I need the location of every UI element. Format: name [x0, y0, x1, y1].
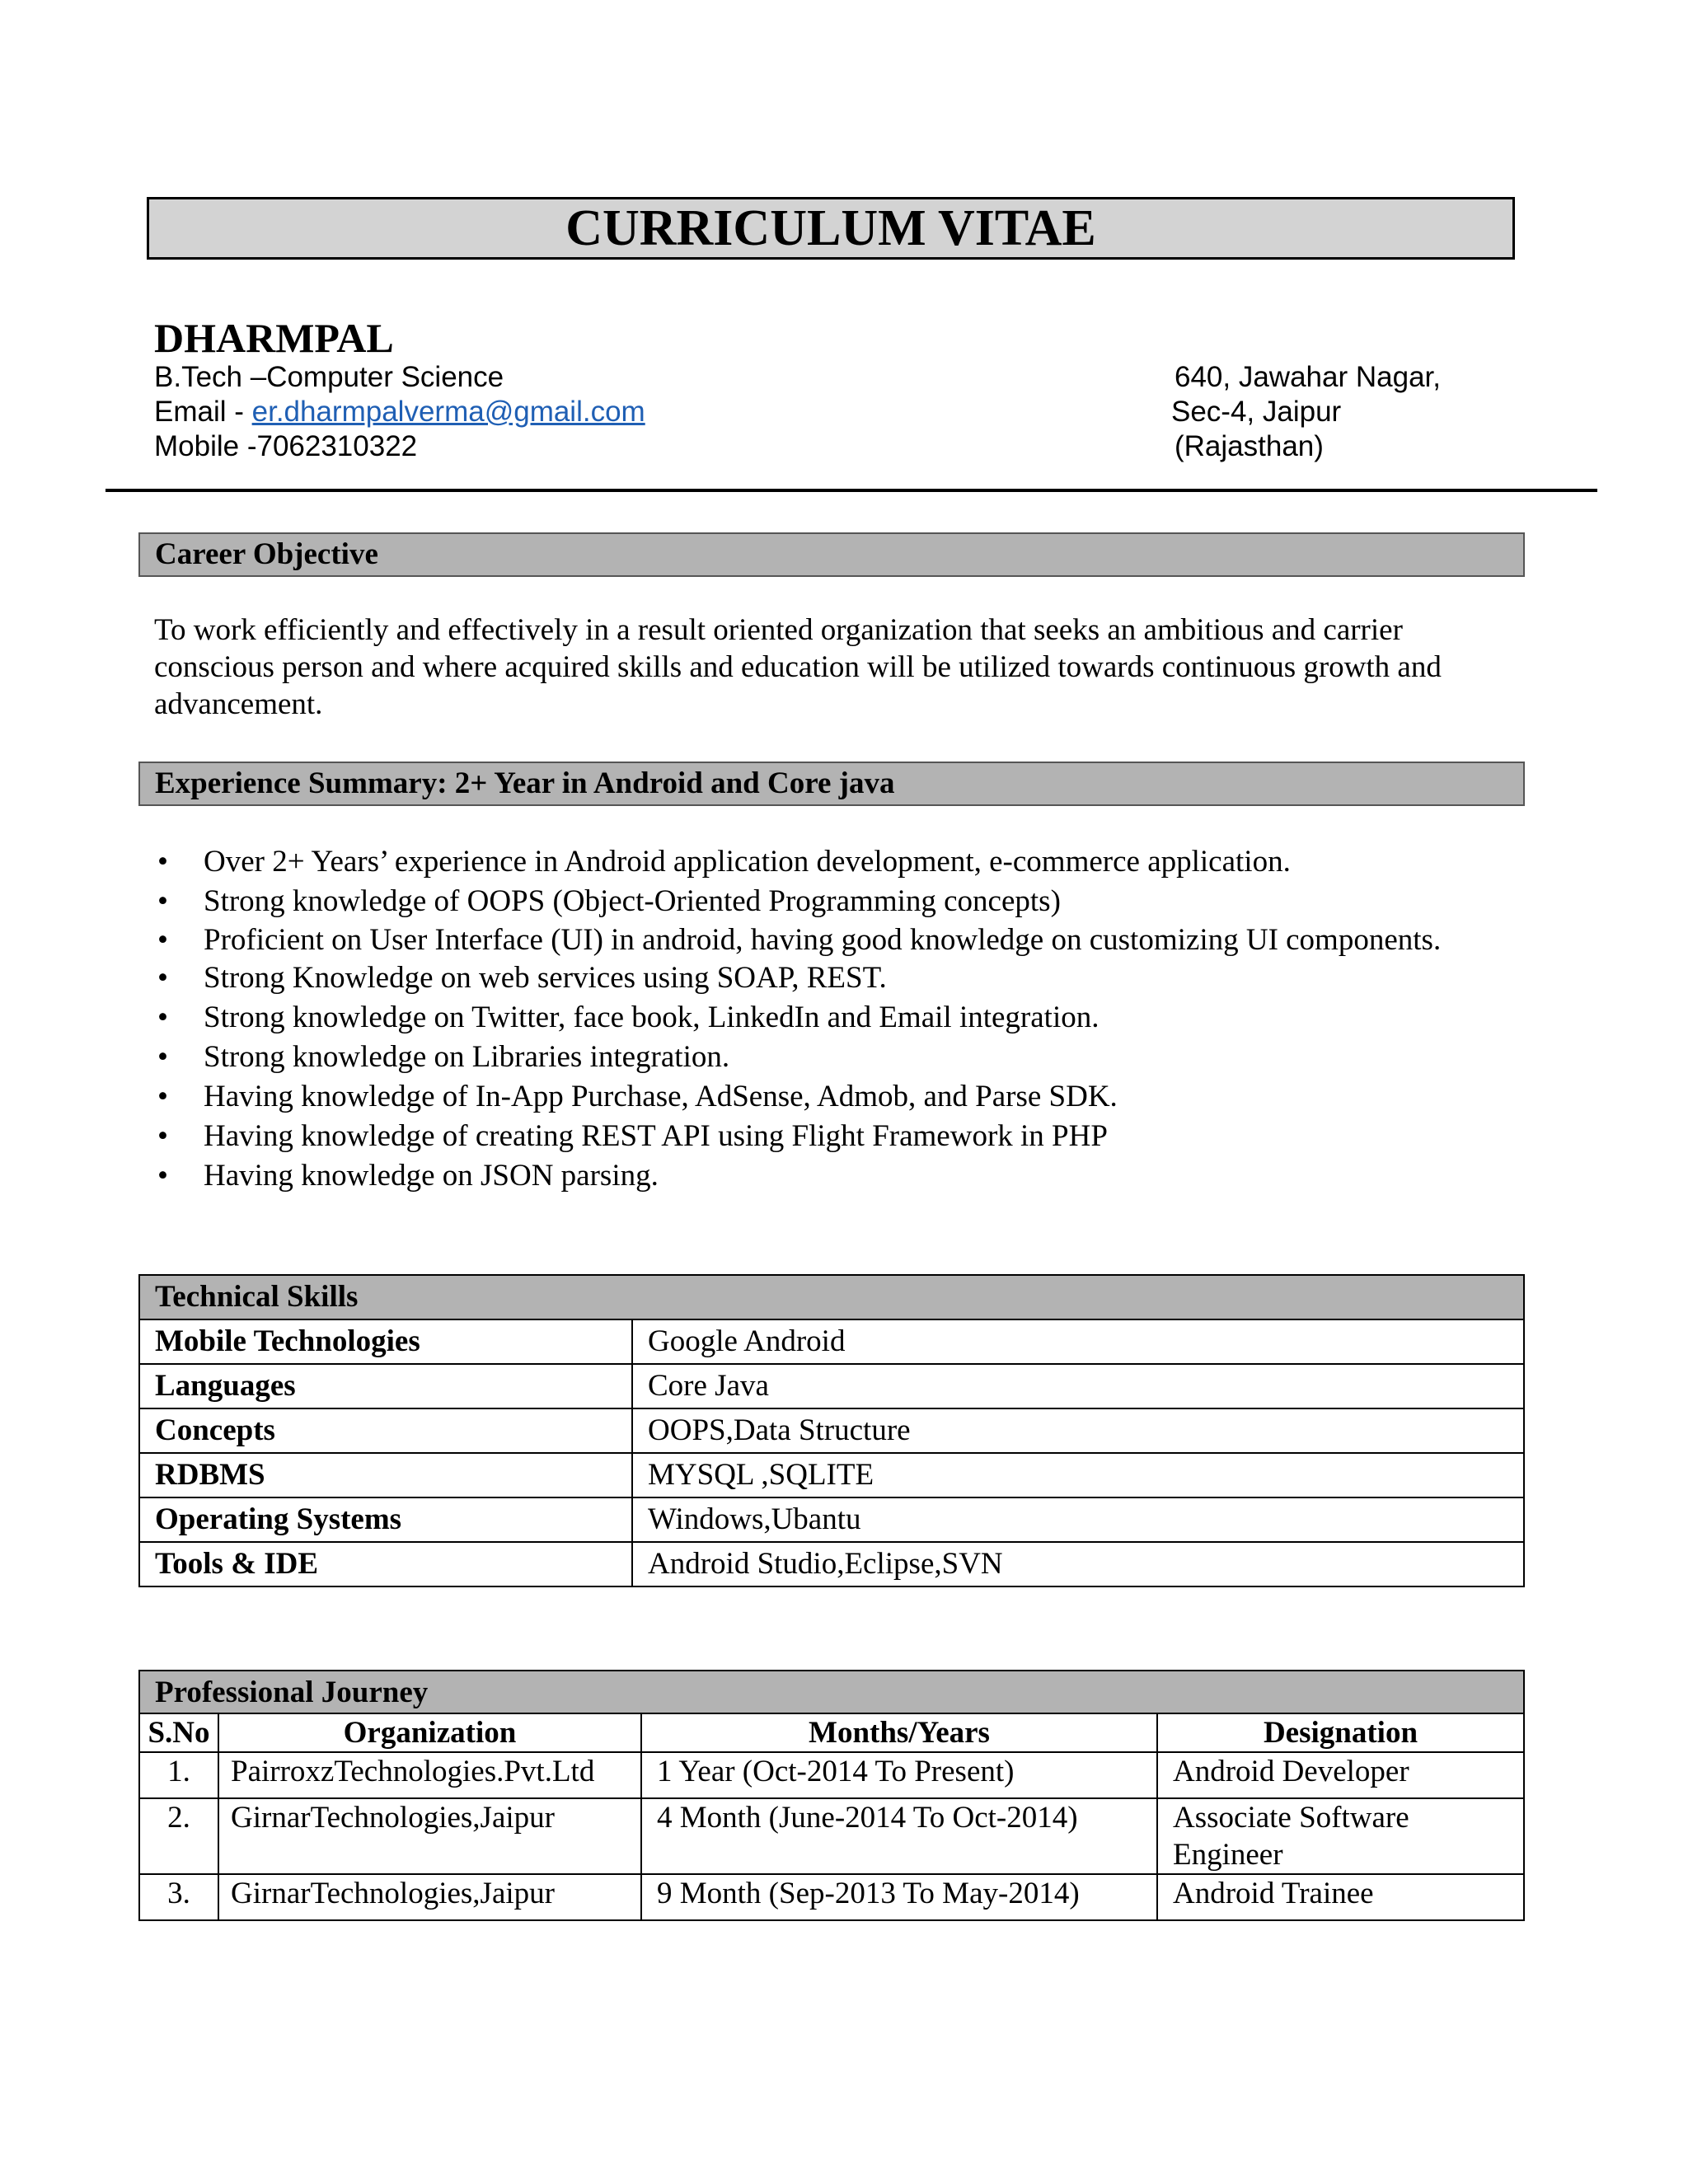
skill-category: RDBMS — [139, 1453, 632, 1497]
skill-value: Android Studio,Eclipse,SVN — [632, 1542, 1524, 1586]
skill-category: Operating Systems — [139, 1497, 632, 1542]
person-name: DHARMPAL — [154, 315, 394, 361]
table-row — [139, 1364, 1524, 1408]
experience-list — [154, 842, 1514, 1196]
table-row — [139, 1752, 1524, 1798]
row-period: 1 Year (Oct-2014 To Present) — [641, 1752, 1157, 1798]
table-row — [139, 1874, 1524, 1920]
column-headers — [139, 1713, 1524, 1752]
table-row — [139, 1319, 1524, 1364]
list-item: • Strong knowledge on Libraries integration. — [154, 1038, 1514, 1077]
row-sno: 2. — [139, 1798, 218, 1874]
professional-journey-table — [138, 1670, 1525, 1921]
table-row — [139, 1497, 1524, 1542]
table-row — [139, 1408, 1524, 1453]
skill-value: OOPS,Data Structure — [632, 1408, 1524, 1453]
address-line-2: Sec-4, Jaipur — [1171, 396, 1342, 428]
technical-skills-table — [138, 1274, 1525, 1587]
email-label: Email - — [154, 396, 252, 428]
table-row — [139, 1453, 1524, 1497]
degree: B.Tech –Computer Science — [154, 361, 504, 393]
mobile: Mobile -7062310322 — [154, 430, 418, 462]
document-title: CURRICULUM VITAE — [147, 197, 1515, 260]
technical-skills-heading: Technical Skills — [139, 1275, 1524, 1319]
list-item: • Strong knowledge on Twitter, face book, LinkedIn and Email integration. — [154, 998, 1514, 1038]
skill-category: Mobile Technologies — [139, 1319, 632, 1364]
row-designation: Android Trainee — [1157, 1874, 1524, 1920]
career-objective-heading: Career Objective — [138, 532, 1525, 577]
address-block — [1171, 360, 1441, 464]
table-row — [139, 1542, 1524, 1586]
skill-value: Windows,Ubantu — [632, 1497, 1524, 1542]
col-designation: Designation — [1157, 1713, 1524, 1752]
row-organization: GirnarTechnologies,Jaipur — [218, 1798, 641, 1874]
skill-value: Google Android — [632, 1319, 1524, 1364]
col-sno: S.No — [139, 1713, 218, 1752]
row-period: 4 Month (June-2014 To Oct-2014) — [641, 1798, 1157, 1874]
row-sno: 1. — [139, 1752, 218, 1798]
address-line-1: 640, Jawahar Nagar, — [1175, 361, 1441, 393]
list-item: • Proficient on User Interface (UI) in android, having good knowledge on customizing UI components. — [154, 921, 1514, 958]
skill-category: Tools & IDE — [139, 1542, 632, 1586]
list-item: • Over 2+ Years’ experience in Android application development, e-commerce application. — [154, 842, 1514, 882]
list-item: • Having knowledge of In-App Purchase, AdSense, Admob, and Parse SDK. — [154, 1077, 1514, 1117]
row-sno: 3. — [139, 1874, 218, 1920]
col-organization: Organization — [218, 1713, 641, 1752]
col-months-years: Months/Years — [641, 1713, 1157, 1752]
row-period: 9 Month (Sep-2013 To May-2014) — [641, 1874, 1157, 1920]
skill-value: MYSQL ,SQLITE — [632, 1453, 1524, 1497]
address-line-3: (Rajasthan) — [1175, 430, 1324, 462]
header-divider — [106, 489, 1597, 492]
email-link[interactable]: er.dharmpalverma@gmail.com — [251, 396, 645, 428]
contact-block — [154, 360, 645, 464]
skill-value: Core Java — [632, 1364, 1524, 1408]
row-organization: GirnarTechnologies,Jaipur — [218, 1874, 641, 1920]
list-item: • Having knowledge of creating REST API using Flight Framework in PHP — [154, 1117, 1514, 1156]
list-item: • Strong knowledge of OOPS (Object-Oriented Programming concepts) — [154, 882, 1514, 921]
list-item: • Strong Knowledge on web services using SOAP, REST. — [154, 958, 1514, 998]
email-line — [154, 395, 645, 429]
skill-category: Languages — [139, 1364, 632, 1408]
row-designation: Android Developer — [1157, 1752, 1524, 1798]
skill-category: Concepts — [139, 1408, 632, 1453]
table-row — [139, 1798, 1524, 1874]
row-organization: PairroxzTechnologies.Pvt.Ltd — [218, 1752, 641, 1798]
career-objective-text: To work efficiently and effectively in a result oriented organization that seeks an ambitious and carrier conscious person and where acquired skills and education will be utilized towards continuous growth and advancement. — [154, 613, 1442, 721]
list-item: • Having knowledge on JSON parsing. — [154, 1156, 1514, 1196]
professional-journey-heading: Professional Journey — [139, 1671, 1524, 1713]
row-designation: Associate Software Engineer — [1157, 1798, 1524, 1874]
experience-summary-heading: Experience Summary: 2+ Year in Android and Core java — [138, 762, 1525, 806]
